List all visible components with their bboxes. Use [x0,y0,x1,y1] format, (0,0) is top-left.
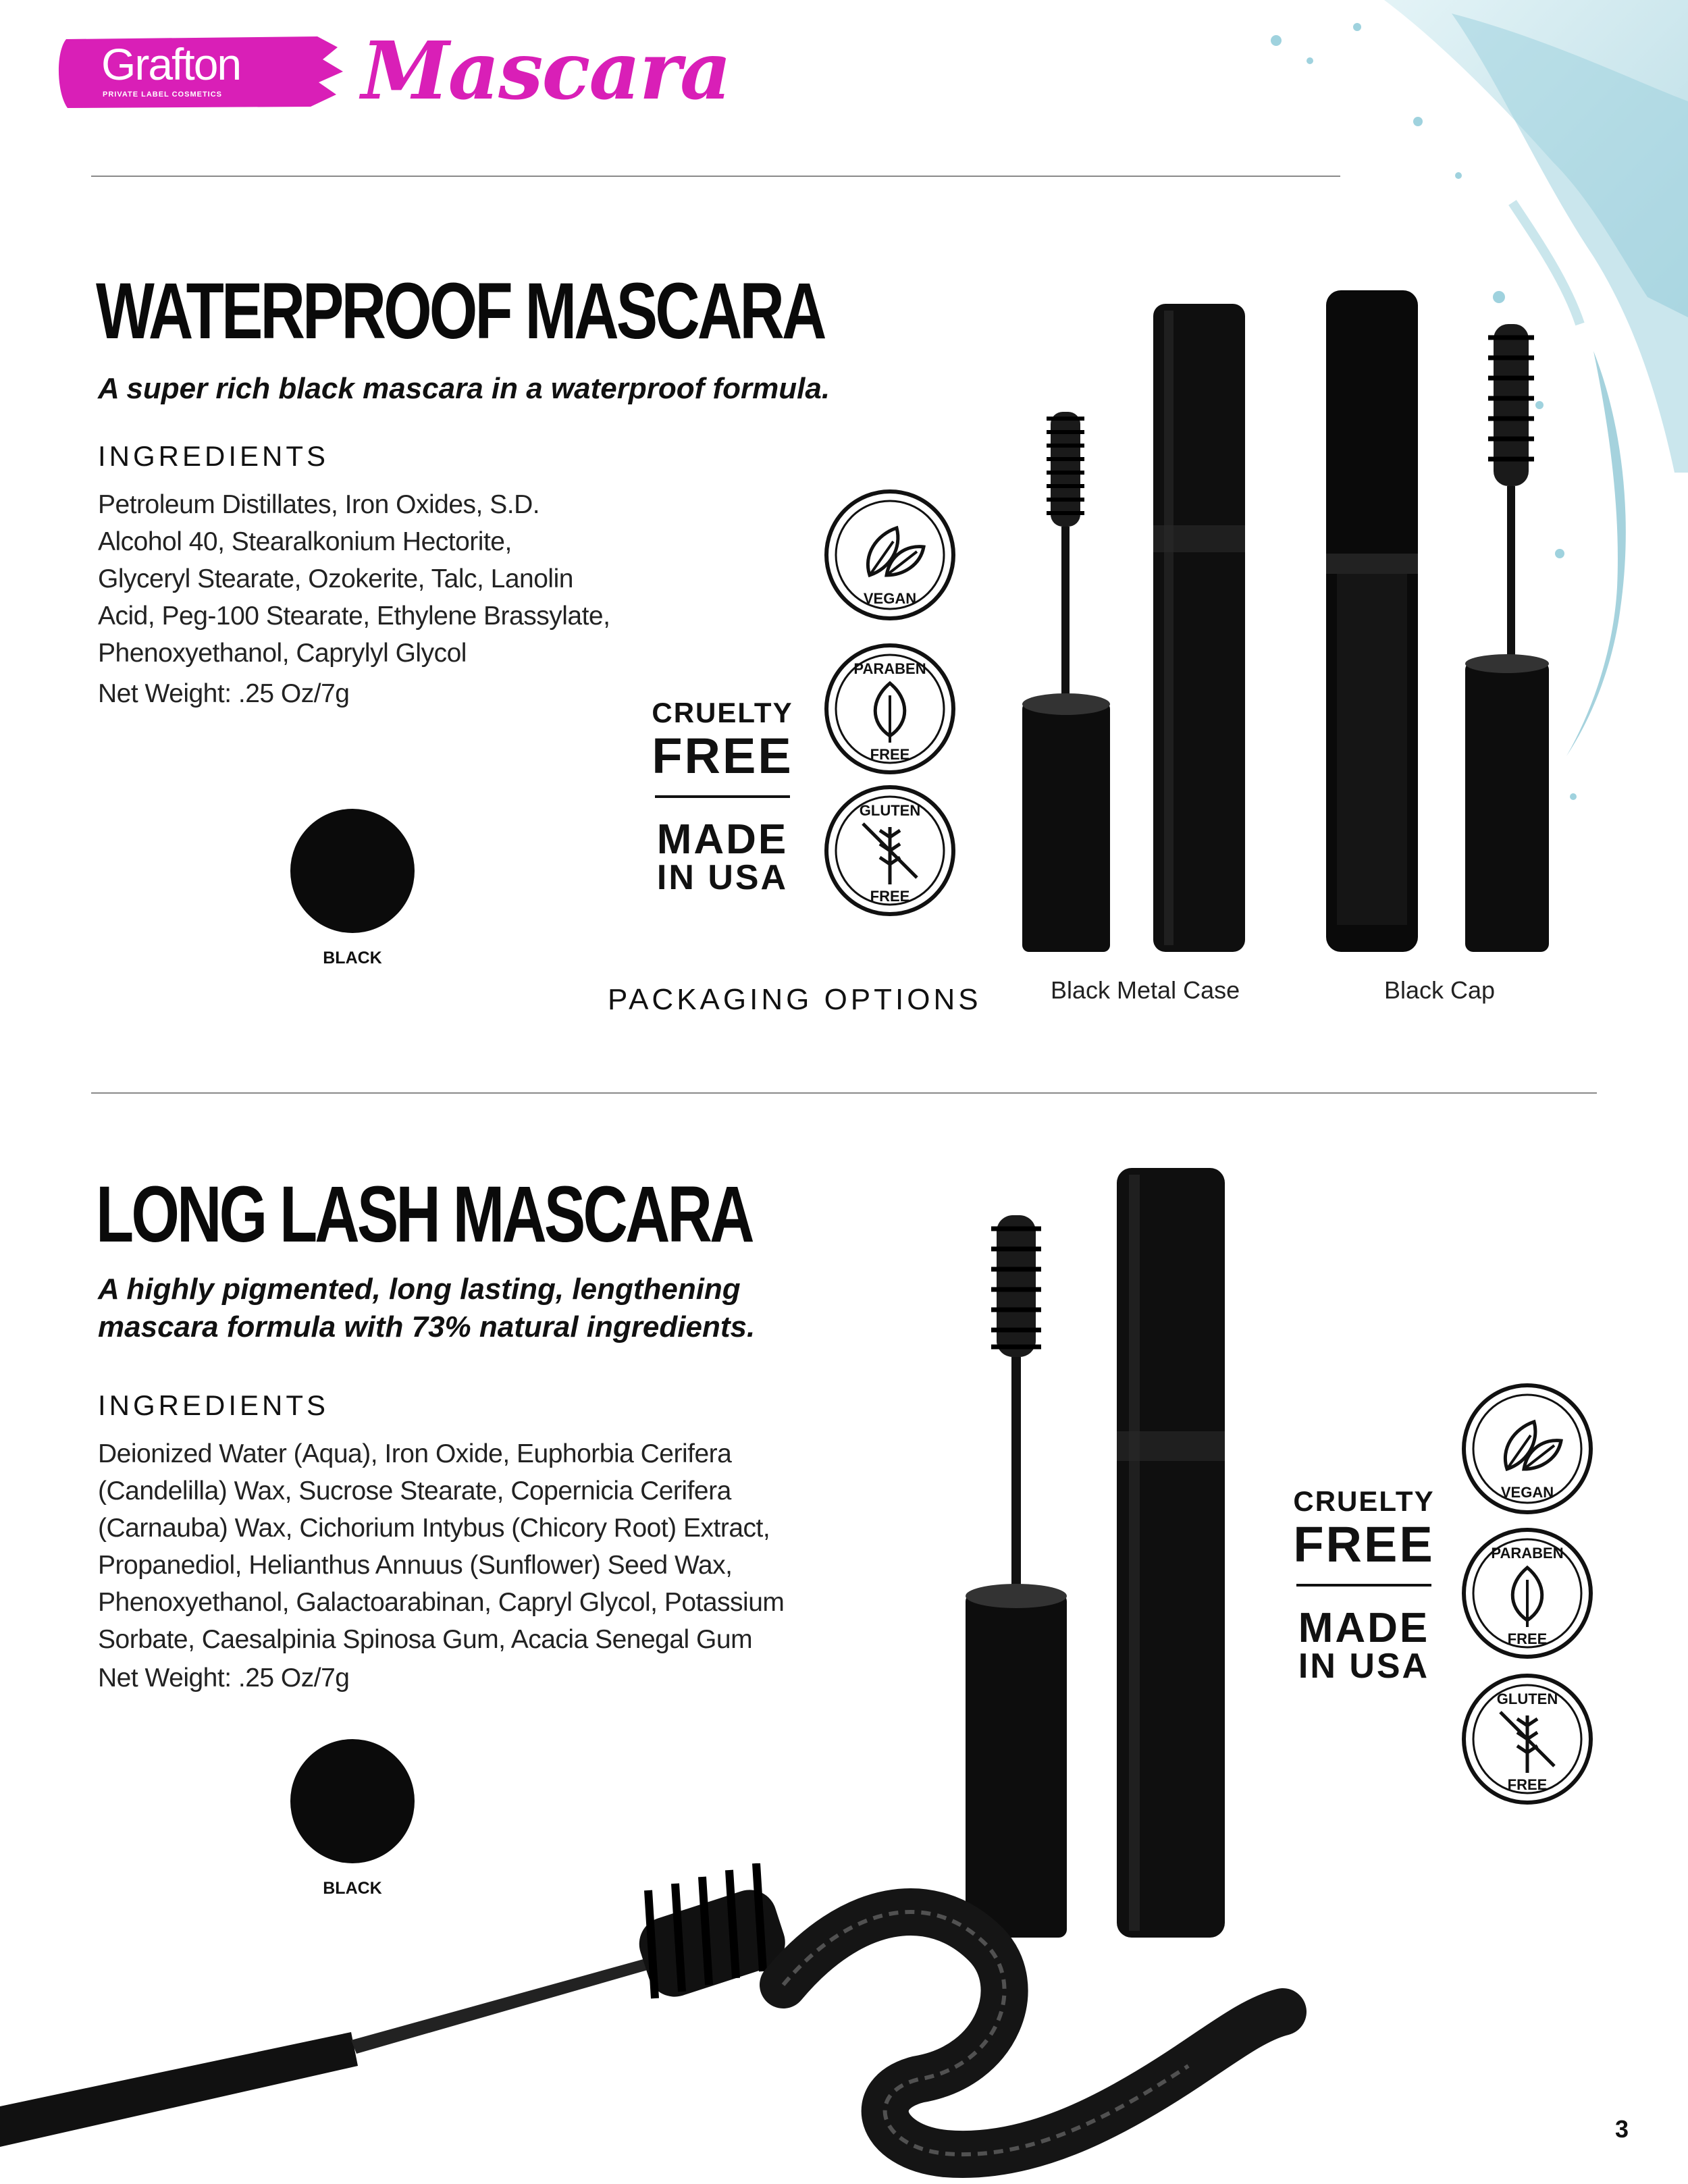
shade-swatch-black [290,1739,415,1863]
svg-text:GLUTEN: GLUTEN [859,802,921,819]
made-in-usa-label: MADE [1298,1605,1430,1651]
svg-text:FREE: FREE [1507,1630,1548,1647]
packaging-option-name: Black Metal Case [1051,976,1240,1004]
svg-text:PARABEN: PARABEN [853,660,926,677]
vegan-badge-icon [822,487,957,622]
product-tagline: A super rich black mascara in a waterproof formula. [98,372,830,405]
made-in-usa-label: MADE [656,816,789,863]
gluten-free-badge-icon [822,783,957,918]
page-title: Mascara [361,24,731,117]
shade-label: BLACK [323,1879,382,1898]
gluten-free-badge-icon [1460,1672,1595,1807]
net-weight: Net Weight: .25 Oz/7g [98,679,350,708]
mascara-wand-swatch-image [0,1863,1350,2184]
logo-subtext: PRIVATE LABEL COSMETICS [103,90,223,99]
product-title: WATERPROOF MASCARA [96,267,824,356]
ingredients-list: Deionized Water (Aqua), Iron Oxide, Euphorbia Cerifera (Candelilla) Wax, Sucrose Stearate, Copernicia Cerifera (Carnauba) Wax, Cichorium Intybus (Chicory Root) Extract, Propanediol, Helianthus Annuus (Sunflower) Seed Wax, Phenoxyethanol, Galactoarabinan, Capryl Glycol, Potassium Sorbate, Caesalpinia Spinosa Gum, Acacia Senegal Gum [98,1439,785,1654]
svg-text:PARABEN: PARABEN [1491,1545,1564,1562]
svg-text:VEGAN: VEGAN [1500,1484,1554,1501]
packaging-options-label: PACKAGING OPTIONS [608,983,982,1016]
ingredients-list: Petroleum Distillates, Iron Oxides, S.D. Alcohol 40, Stearalkonium Hectorite, Glyceryl Stearate, Ozokerite, Talc, Lanolin Acid, Peg-100 Stearate, Ethylene Brassylate, Phenoxyethanol, Caprylyl Glycol [98,490,610,668]
waterproof-mascara-packaging-image [999,284,1553,959]
paraben-free-badge-icon [1460,1526,1595,1661]
cruelty-free-label: CRUELTY [652,697,793,728]
product-tagline: A highly pigmented, long lasting, lengthening mascara formula with 73% natural ingredients. [98,1273,756,1343]
svg-text:GLUTEN: GLUTEN [1496,1690,1558,1707]
shade-swatch-black [290,809,415,933]
svg-text:FREE: FREE [1507,1776,1548,1793]
ingredients-heading: INGREDIENTS [98,440,329,472]
claims-divider [655,795,790,798]
header-divider [91,176,1340,177]
shade-label: BLACK [323,949,382,967]
cruelty-free-label: CRUELTY [1293,1485,1435,1517]
ingredients-heading: INGREDIENTS [98,1389,329,1421]
page-number: 3 [1614,2115,1629,2143]
vegan-badge-icon [1460,1381,1595,1516]
product-title: LONG LASH MASCARA [96,1170,752,1259]
claims-divider [1296,1584,1431,1587]
cruelty-free-label-free: FREE [1293,1516,1435,1572]
made-in-usa-label-usa: IN USA [656,858,789,897]
paraben-free-badge-icon [822,641,957,776]
section-divider [91,1092,1597,1094]
made-in-usa-label-usa: IN USA [1298,1647,1430,1686]
long-lash-mascara-packaging-image [959,1161,1256,1958]
net-weight: Net Weight: .25 Oz/7g [98,1663,350,1693]
packaging-option-name: Black Cap [1384,976,1496,1004]
svg-text:FREE: FREE [870,746,910,763]
svg-text:VEGAN: VEGAN [863,590,917,607]
svg-text:FREE: FREE [870,888,910,905]
cruelty-free-label-free: FREE [652,728,793,784]
logo-text: Grafton [101,39,241,89]
